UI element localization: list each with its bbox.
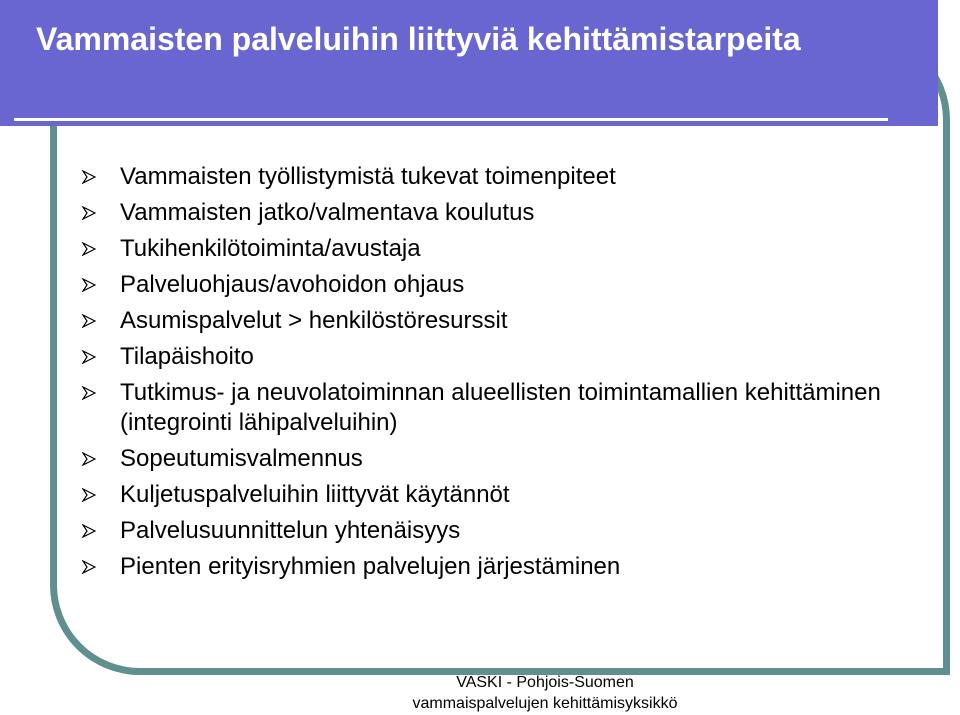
list-item <box>82 378 882 438</box>
arrowhead-bullet-icon <box>82 452 96 466</box>
arrowhead-bullet-icon <box>82 206 96 220</box>
arrowhead-bullet-icon <box>82 170 96 184</box>
list-item-text: Vammaisten työllistymistä tukevat toimenpiteet <box>120 163 616 190</box>
list-item-text: Vammaisten jatko/valmentava koulutus <box>120 199 535 226</box>
list-item-text: Palveluohjaus/avohoidon ohjaus <box>120 271 465 298</box>
list-item <box>82 270 882 300</box>
slide-footer <box>380 672 710 714</box>
list-item <box>82 552 882 582</box>
list-item <box>82 480 882 510</box>
arrowhead-bullet-icon <box>82 386 96 400</box>
list-item-text: Tilapäishoito <box>120 343 254 370</box>
arrowhead-bullet-icon <box>82 560 96 574</box>
arrowhead-bullet-icon <box>82 350 96 364</box>
title-underline <box>14 118 888 121</box>
list-item <box>82 234 882 264</box>
arrowhead-bullet-icon <box>82 524 96 538</box>
list-item-text: Tukihenkilötoiminta/avustaja <box>120 235 421 262</box>
title-band <box>0 0 938 126</box>
arrowhead-bullet-icon <box>82 278 96 292</box>
arrowhead-bullet-icon <box>82 242 96 256</box>
list-item-text: Tutkimus- ja neuvolatoiminnan alueellisten toimintamallien kehittäminen (integrointi lähipalveluihin) <box>120 379 881 436</box>
list-item-text: Pienten erityisryhmien palvelujen järjestäminen <box>120 553 621 580</box>
list-item <box>82 444 882 474</box>
list-item <box>82 198 882 228</box>
footer-line-1: VASKI - Pohjois-Suomen <box>456 674 634 691</box>
list-item <box>82 306 882 336</box>
slide-title: Vammaisten palveluihin liittyviä kehittämistarpeita <box>36 21 801 57</box>
list-item-text: Palvelusuunnittelun yhtenäisyys <box>120 517 461 544</box>
list-item <box>82 342 882 372</box>
list-item <box>82 516 882 546</box>
footer-line-2: vammaispalvelujen kehittämisyksikkö <box>412 695 678 712</box>
list-item-text: Asumispalvelut > henkilöstöresurssit <box>120 307 508 334</box>
arrowhead-bullet-icon <box>82 488 96 502</box>
list-item-text: Sopeutumisvalmennus <box>120 445 363 472</box>
bullet-list <box>82 162 882 588</box>
arrowhead-bullet-icon <box>82 314 96 328</box>
list-item <box>82 162 882 192</box>
list-item-text: Kuljetuspalveluihin liittyvät käytännöt <box>120 481 510 508</box>
